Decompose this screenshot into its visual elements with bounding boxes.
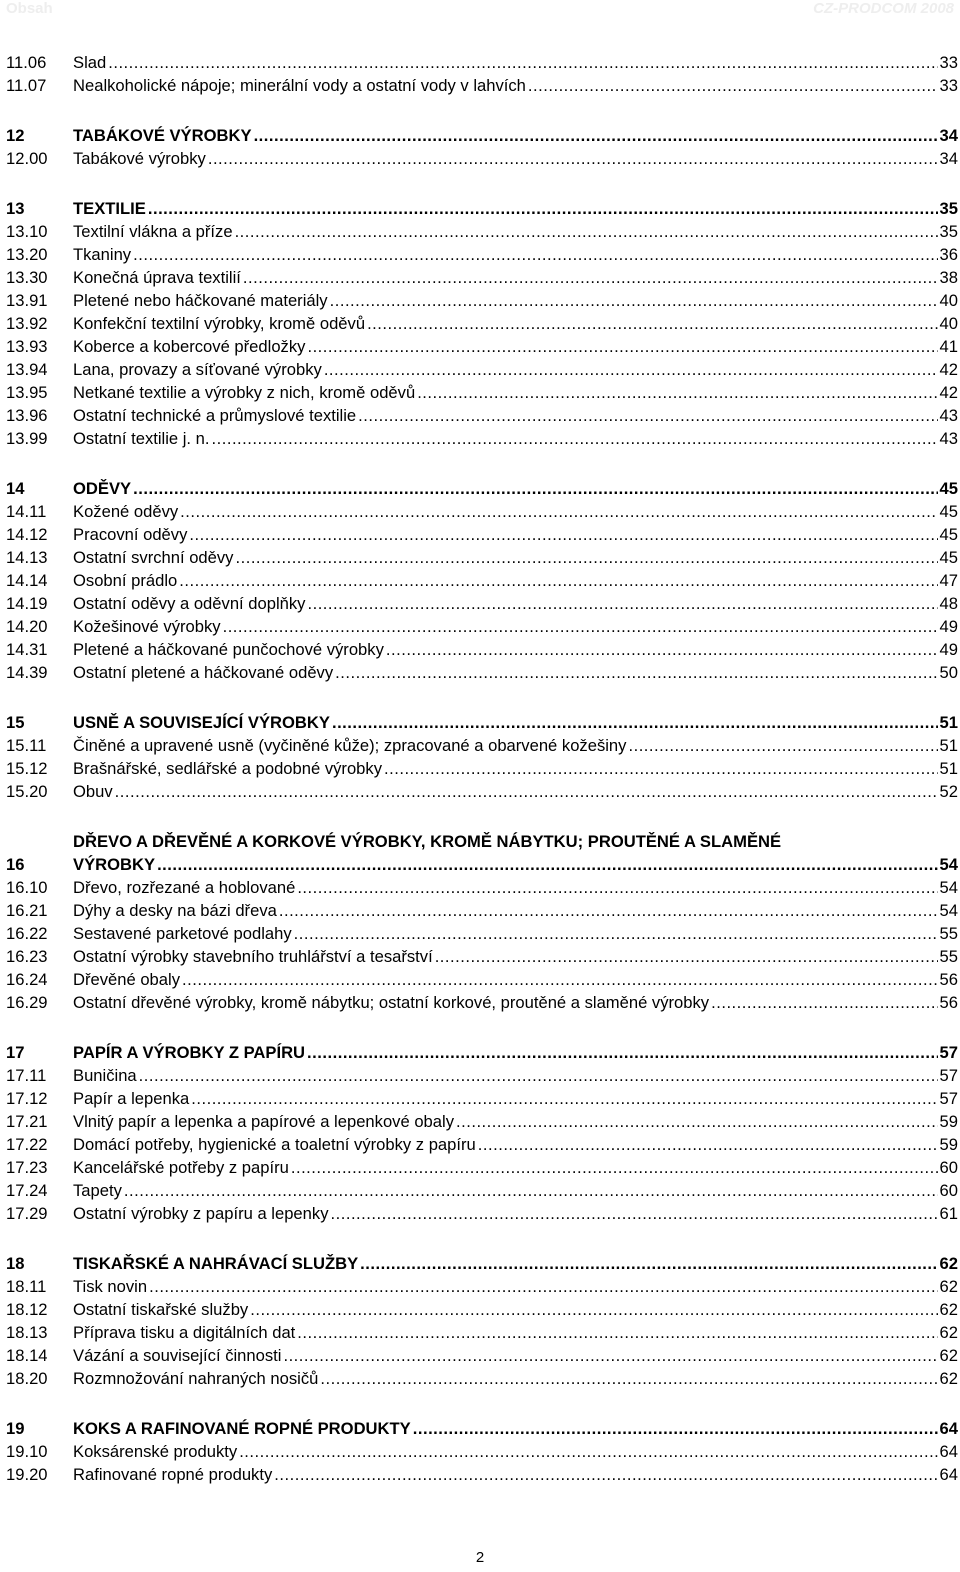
group-spacer xyxy=(6,1014,958,1041)
toc-chapter-entry[interactable] xyxy=(6,477,958,500)
entry-title: TEXTILIE xyxy=(73,199,146,218)
dot-leader xyxy=(307,335,937,358)
entry-number: 12 xyxy=(6,126,25,145)
entry-title: Ostatní tiskařské služby xyxy=(73,1300,249,1319)
entry-number: 16 xyxy=(6,855,25,874)
entry-number: 18.11 xyxy=(6,1277,47,1296)
entry-number: 15.20 xyxy=(6,782,48,801)
dot-leader xyxy=(413,1417,938,1440)
dot-leader xyxy=(108,51,937,74)
entry-number: 18 xyxy=(6,1254,25,1273)
toc-entry[interactable] xyxy=(6,945,958,968)
entry-page-number: 64 xyxy=(939,1442,958,1461)
entry-title: Papír a lepenka xyxy=(73,1089,190,1108)
entry-page-number: 36 xyxy=(939,245,958,264)
entry-page-number: 45 xyxy=(939,502,958,521)
entry-page-number: 61 xyxy=(939,1204,958,1223)
dot-leader xyxy=(628,734,937,757)
entry-number: 19.10 xyxy=(6,1442,48,1461)
dot-leader xyxy=(478,1133,938,1156)
entry-title: Ostatní technické a průmyslové textilie xyxy=(73,406,357,425)
entry-page-number: 43 xyxy=(939,429,958,448)
entry-page-number: 56 xyxy=(939,970,958,989)
entry-number: 14.12 xyxy=(6,525,48,544)
entry-page-number: 57 xyxy=(939,1066,958,1085)
entry-title: Tapety xyxy=(73,1181,122,1200)
entry-title: Osobní prádlo xyxy=(73,571,178,590)
entry-page-number: 54 xyxy=(939,901,958,920)
toc-entry[interactable] xyxy=(6,1202,958,1225)
entry-page-number: 54 xyxy=(939,878,958,897)
entry-page-number: 57 xyxy=(939,1043,958,1062)
entry-page-number: 40 xyxy=(939,291,958,310)
dot-leader xyxy=(358,404,937,427)
dot-leader xyxy=(133,477,937,500)
entry-number: 14.31 xyxy=(6,640,48,659)
entry-title: USNĚ A SOUVISEJÍCÍ VÝROBKY xyxy=(73,713,330,732)
entry-number: 15.12 xyxy=(6,759,48,778)
toc-entry[interactable] xyxy=(6,266,958,289)
dot-leader xyxy=(297,876,937,899)
toc-entry[interactable] xyxy=(6,381,958,404)
group-spacer xyxy=(6,803,958,830)
dot-leader xyxy=(360,1252,937,1275)
group-spacer xyxy=(6,684,958,711)
group-spacer xyxy=(6,170,958,197)
entry-number: 18.20 xyxy=(6,1369,48,1388)
toc-entry[interactable] xyxy=(6,1298,958,1321)
entry-title: Konfekční textilní výrobky, kromě oděvů xyxy=(73,314,366,333)
entry-number: 13 xyxy=(6,199,25,218)
entry-title: Tkaniny xyxy=(73,245,132,264)
entry-number: 16.10 xyxy=(6,878,48,897)
entry-page-number: 62 xyxy=(939,1254,958,1273)
toc-entry[interactable] xyxy=(6,243,958,266)
entry-number: 19.20 xyxy=(6,1465,48,1484)
toc-entry[interactable] xyxy=(6,638,958,661)
toc-entry[interactable] xyxy=(6,592,958,615)
toc-chapter-entry[interactable] xyxy=(6,197,958,220)
entry-number: 13.92 xyxy=(6,314,48,333)
toc-entry[interactable] xyxy=(6,757,958,780)
entry-number: 13.10 xyxy=(6,222,48,241)
entry-title: TABÁKOVÉ VÝROBKY xyxy=(73,126,252,145)
dot-leader xyxy=(279,899,938,922)
entry-page-number: 45 xyxy=(939,548,958,567)
toc-chapter-entry[interactable] xyxy=(6,1252,958,1275)
entry-number: 13.93 xyxy=(6,337,48,356)
dot-leader xyxy=(335,661,937,684)
entry-title: Tisk novin xyxy=(73,1277,148,1296)
entry-number: 17.22 xyxy=(6,1135,48,1154)
toc-entry[interactable] xyxy=(6,661,958,684)
entry-number: 13.95 xyxy=(6,383,48,402)
toc-entry[interactable] xyxy=(6,1087,958,1110)
entry-number: 17.24 xyxy=(6,1181,48,1200)
entry-page-number: 42 xyxy=(939,383,958,402)
entry-number: 14.39 xyxy=(6,663,48,682)
dot-leader xyxy=(711,991,937,1014)
entry-title: Lana, provazy a síťované výrobky xyxy=(73,360,322,379)
entry-page-number: 62 xyxy=(939,1369,958,1388)
entry-number: 18.13 xyxy=(6,1323,48,1342)
entry-title: Dýhy a desky na bázi dřeva xyxy=(73,901,277,920)
dot-leader xyxy=(182,968,938,991)
entry-page-number: 62 xyxy=(939,1346,958,1365)
toc-entry[interactable] xyxy=(6,147,958,170)
entry-number: 15.11 xyxy=(6,736,47,755)
dot-leader xyxy=(223,615,938,638)
entry-title: Ostatní textilie j. n. xyxy=(73,429,210,448)
toc-entry[interactable] xyxy=(6,876,958,899)
entry-title: Buničina xyxy=(73,1066,137,1085)
entry-title: Kožené oděvy xyxy=(73,502,179,521)
entry-page-number: 64 xyxy=(939,1419,958,1438)
entry-page-number: 41 xyxy=(939,337,958,356)
entry-title: Netkané textilie a výrobky z nich, kromě oděvů xyxy=(73,383,416,402)
dot-leader xyxy=(235,220,938,243)
dot-leader xyxy=(274,1463,937,1486)
entry-title: Nealkoholické nápoje; minerální vody a ostatní vody v lahvích xyxy=(73,76,526,95)
entry-number: 14.20 xyxy=(6,617,48,636)
entry-title: Kožešinové výrobky xyxy=(73,617,221,636)
dot-leader xyxy=(435,945,938,968)
dot-leader xyxy=(386,638,938,661)
entry-page-number: 45 xyxy=(939,479,958,498)
entry-number: 11.06 xyxy=(6,53,47,72)
toc-entry[interactable] xyxy=(6,289,958,312)
entry-page-number: 64 xyxy=(939,1465,958,1484)
dot-leader xyxy=(191,1087,937,1110)
toc-entry[interactable] xyxy=(6,335,958,358)
toc-entry[interactable] xyxy=(6,569,958,592)
entry-title-line2: VÝROBKY xyxy=(73,855,156,874)
entry-title: Příprava tisku a digitálních dat xyxy=(73,1323,296,1342)
toc-entry[interactable] xyxy=(6,1156,958,1179)
entry-page-number: 57 xyxy=(939,1089,958,1108)
table-of-contents xyxy=(6,51,958,1486)
entry-number: 16.24 xyxy=(6,970,48,989)
entry-number: 18.14 xyxy=(6,1346,48,1365)
entry-title: Činěné a upravené usně (vyčiněné kůže); zpracované a obarvené kožešiny xyxy=(73,736,627,755)
dot-leader xyxy=(212,427,938,450)
entry-page-number: 33 xyxy=(939,53,958,72)
dot-leader xyxy=(133,243,937,266)
dot-leader xyxy=(320,1367,937,1390)
entry-number: 18.12 xyxy=(6,1300,48,1319)
entry-page-number: 38 xyxy=(939,268,958,287)
entry-page-number: 49 xyxy=(939,617,958,636)
entry-number: 19 xyxy=(6,1419,25,1438)
header-bar xyxy=(0,0,960,18)
toc-entry[interactable] xyxy=(6,780,958,803)
entry-title: PAPÍR A VÝROBKY Z PAPÍRU xyxy=(73,1043,306,1062)
toc-entry[interactable] xyxy=(6,1133,958,1156)
entry-page-number: 60 xyxy=(939,1181,958,1200)
entry-number: 14.14 xyxy=(6,571,48,590)
toc-entry[interactable] xyxy=(6,1275,958,1298)
toc-entry[interactable] xyxy=(6,1463,958,1486)
entry-number: 16.23 xyxy=(6,947,48,966)
entry-number: 14 xyxy=(6,479,25,498)
toc-entry[interactable] xyxy=(6,220,958,243)
toc-entry[interactable] xyxy=(6,991,958,1014)
entry-title: Pracovní oděvy xyxy=(73,525,188,544)
dot-leader xyxy=(456,1110,938,1133)
toc-entry[interactable] xyxy=(6,615,958,638)
entry-number: 13.91 xyxy=(6,291,48,310)
toc-entry[interactable] xyxy=(6,734,958,757)
toc-entry[interactable] xyxy=(6,1344,958,1367)
toc-entry[interactable] xyxy=(6,922,958,945)
entry-title: Pletené nebo háčkované materiály xyxy=(73,291,328,310)
entry-title: KOKS A RAFINOVANÉ ROPNÉ PRODUKTY xyxy=(73,1419,411,1438)
entry-page-number: 43 xyxy=(939,406,958,425)
entry-title: Dřevěné obaly xyxy=(73,970,181,989)
toc-entry[interactable] xyxy=(6,358,958,381)
entry-title: Ostatní svrchní oděvy xyxy=(73,548,234,567)
entry-page-number: 34 xyxy=(939,126,958,145)
entry-title: Ostatní oděvy a oděvní doplňky xyxy=(73,594,306,613)
dot-leader xyxy=(115,780,938,803)
toc-entry[interactable] xyxy=(6,1367,958,1390)
entry-number: 17.12 xyxy=(6,1089,48,1108)
group-spacer xyxy=(6,450,958,477)
group-spacer xyxy=(6,1390,958,1417)
dot-leader xyxy=(179,569,937,592)
dot-leader xyxy=(148,197,938,220)
toc-entry[interactable] xyxy=(6,1064,958,1087)
toc-entry[interactable] xyxy=(6,899,958,922)
entry-number: 14.19 xyxy=(6,594,48,613)
entry-page-number: 33 xyxy=(939,76,958,95)
dot-leader xyxy=(324,358,938,381)
entry-title: Pletené a háčkované punčochové výrobky xyxy=(73,640,384,659)
toc-entry[interactable] xyxy=(6,74,958,97)
entry-page-number: 35 xyxy=(939,199,958,218)
entry-page-number: 52 xyxy=(939,782,958,801)
dot-leader xyxy=(157,853,937,876)
toc-chapter-entry[interactable] xyxy=(6,1417,958,1440)
entry-number: 13.30 xyxy=(6,268,48,287)
entry-page-number: 62 xyxy=(939,1277,958,1296)
toc-entry[interactable] xyxy=(6,500,958,523)
entry-title: Slad xyxy=(73,53,107,72)
dot-leader xyxy=(528,74,938,97)
toc-chapter-entry[interactable] xyxy=(6,1041,958,1064)
dot-leader xyxy=(307,592,937,615)
entry-title: Textilní vlákna a příze xyxy=(73,222,233,241)
entry-title: Rafinované ropné produkty xyxy=(73,1465,273,1484)
entry-title: Sestavené parketové podlahy xyxy=(73,924,292,943)
toc-chapter-entry[interactable] xyxy=(6,124,958,147)
dot-leader xyxy=(384,757,938,780)
document-title: CZ-PRODCOM 2008 xyxy=(813,0,954,17)
toc-entry[interactable] xyxy=(6,51,958,74)
entry-number: 16.22 xyxy=(6,924,48,943)
entry-page-number: 56 xyxy=(939,993,958,1012)
dot-leader xyxy=(124,1179,938,1202)
dot-leader xyxy=(250,1298,937,1321)
dot-leader xyxy=(149,1275,937,1298)
entry-title-line1: DŘEVO A DŘEVĚNÉ A KORKOVÉ VÝROBKY, KROMĚ NÁBYTKU; PROUTĚNÉ A SLAMĚNÉ xyxy=(73,832,782,851)
entry-title: Domácí potřeby, hygienické a toaletní výrobky z papíru xyxy=(73,1135,476,1154)
entry-page-number: 40 xyxy=(939,314,958,333)
dot-leader xyxy=(239,1440,937,1463)
entry-number: 15 xyxy=(6,713,25,732)
entry-number: 13.96 xyxy=(6,406,48,425)
entry-title: Tabákové výrobky xyxy=(73,149,206,168)
entry-page-number: 51 xyxy=(939,713,958,732)
dot-leader xyxy=(367,312,937,335)
toc-entry[interactable] xyxy=(6,1321,958,1344)
entry-number: 13.20 xyxy=(6,245,48,264)
entry-page-number: 50 xyxy=(939,663,958,682)
entry-title: Koberce a kobercové předložky xyxy=(73,337,306,356)
entry-title: Vlnitý papír a lepenka a papírové a lepenkové obaly xyxy=(73,1112,454,1131)
dot-leader xyxy=(235,546,937,569)
entry-page-number: 59 xyxy=(939,1112,958,1131)
page-number: 2 xyxy=(475,1549,485,1566)
dot-leader xyxy=(139,1064,938,1087)
entry-title: Vázání a související činnosti xyxy=(73,1346,282,1365)
entry-title: Ostatní výrobky z papíru a lepenky xyxy=(73,1204,329,1223)
contents-link[interactable]: Obsah xyxy=(6,0,53,17)
dot-leader xyxy=(307,1041,937,1064)
entry-title: Kancelářské potřeby z papíru xyxy=(73,1158,289,1177)
entry-page-number: 34 xyxy=(939,149,958,168)
entry-page-number: 62 xyxy=(939,1300,958,1319)
dot-leader xyxy=(297,1321,937,1344)
entry-title: Dřevo, rozřezané a hoblované xyxy=(73,878,296,897)
entry-number: 13.99 xyxy=(6,429,48,448)
entry-page-number: 59 xyxy=(939,1135,958,1154)
toc-entry[interactable] xyxy=(6,546,958,569)
entry-title: Rozmnožování nahraných nosičů xyxy=(73,1369,319,1388)
entry-number: 12.00 xyxy=(6,149,48,168)
entry-number: 17.29 xyxy=(6,1204,48,1223)
dot-leader xyxy=(330,289,938,312)
toc-entry[interactable] xyxy=(6,1179,958,1202)
entry-page-number: 47 xyxy=(939,571,958,590)
dot-leader xyxy=(294,922,938,945)
entry-number: 17 xyxy=(6,1043,25,1062)
toc-entry[interactable] xyxy=(6,968,958,991)
dot-leader xyxy=(189,523,937,546)
entry-title: Brašnářské, sedlářské a podobné výrobky xyxy=(73,759,382,778)
entry-number: 16.29 xyxy=(6,993,48,1012)
entry-page-number: 51 xyxy=(939,736,958,755)
entry-number: 11.07 xyxy=(6,76,47,95)
toc-entry[interactable] xyxy=(6,1440,958,1463)
entry-page-number: 45 xyxy=(939,525,958,544)
dot-leader xyxy=(331,1202,938,1225)
entry-number: 14.13 xyxy=(6,548,48,567)
toc-entry[interactable] xyxy=(6,427,958,450)
dot-leader xyxy=(291,1156,938,1179)
entry-title: TISKAŘSKÉ A NAHRÁVACÍ SLUŽBY xyxy=(73,1254,359,1273)
toc-entry[interactable] xyxy=(6,312,958,335)
dot-leader xyxy=(208,147,938,170)
entry-number: 14.11 xyxy=(6,502,47,521)
group-spacer xyxy=(6,1225,958,1252)
entry-page-number: 42 xyxy=(939,360,958,379)
entry-number: 17.11 xyxy=(6,1066,47,1085)
dot-leader xyxy=(417,381,937,404)
entry-number: 17.21 xyxy=(6,1112,48,1131)
entry-number: 13.94 xyxy=(6,360,48,379)
entry-title: Ostatní výrobky stavebního truhlářství a tesařství xyxy=(73,947,433,966)
entry-title: Konečná úprava textilií xyxy=(73,268,241,287)
entry-number: 17.23 xyxy=(6,1158,48,1177)
dot-leader xyxy=(332,711,938,734)
entry-page-number: 62 xyxy=(939,1323,958,1342)
entry-page-number: 49 xyxy=(939,640,958,659)
entry-page-number: 51 xyxy=(939,759,958,778)
entry-page-number: 48 xyxy=(939,594,958,613)
entry-title: ODĚVY xyxy=(73,479,132,498)
toc-chapter-entry[interactable] xyxy=(6,830,958,876)
toc-entry[interactable] xyxy=(6,523,958,546)
entry-title: Ostatní pletené a háčkované oděvy xyxy=(73,663,334,682)
dot-leader xyxy=(180,500,937,523)
entry-title: Ostatní dřevěné výrobky, kromě nábytku; ostatní korkové, proutěné a slaměné výrobky xyxy=(73,993,710,1012)
entry-page-number: 55 xyxy=(939,947,958,966)
entry-title: Obuv xyxy=(73,782,113,801)
entry-title: Koksárenské produkty xyxy=(73,1442,238,1461)
entry-page-number: 54 xyxy=(939,855,958,874)
group-spacer xyxy=(6,97,958,124)
toc-entry[interactable] xyxy=(6,1110,958,1133)
toc-chapter-entry[interactable] xyxy=(6,711,958,734)
entry-page-number: 35 xyxy=(939,222,958,241)
entry-number: 16.21 xyxy=(6,901,48,920)
entry-page-number: 55 xyxy=(939,924,958,943)
dot-leader xyxy=(254,124,938,147)
entry-page-number: 60 xyxy=(939,1158,958,1177)
dot-leader xyxy=(283,1344,937,1367)
toc-entry[interactable] xyxy=(6,404,958,427)
dot-leader xyxy=(243,266,938,289)
